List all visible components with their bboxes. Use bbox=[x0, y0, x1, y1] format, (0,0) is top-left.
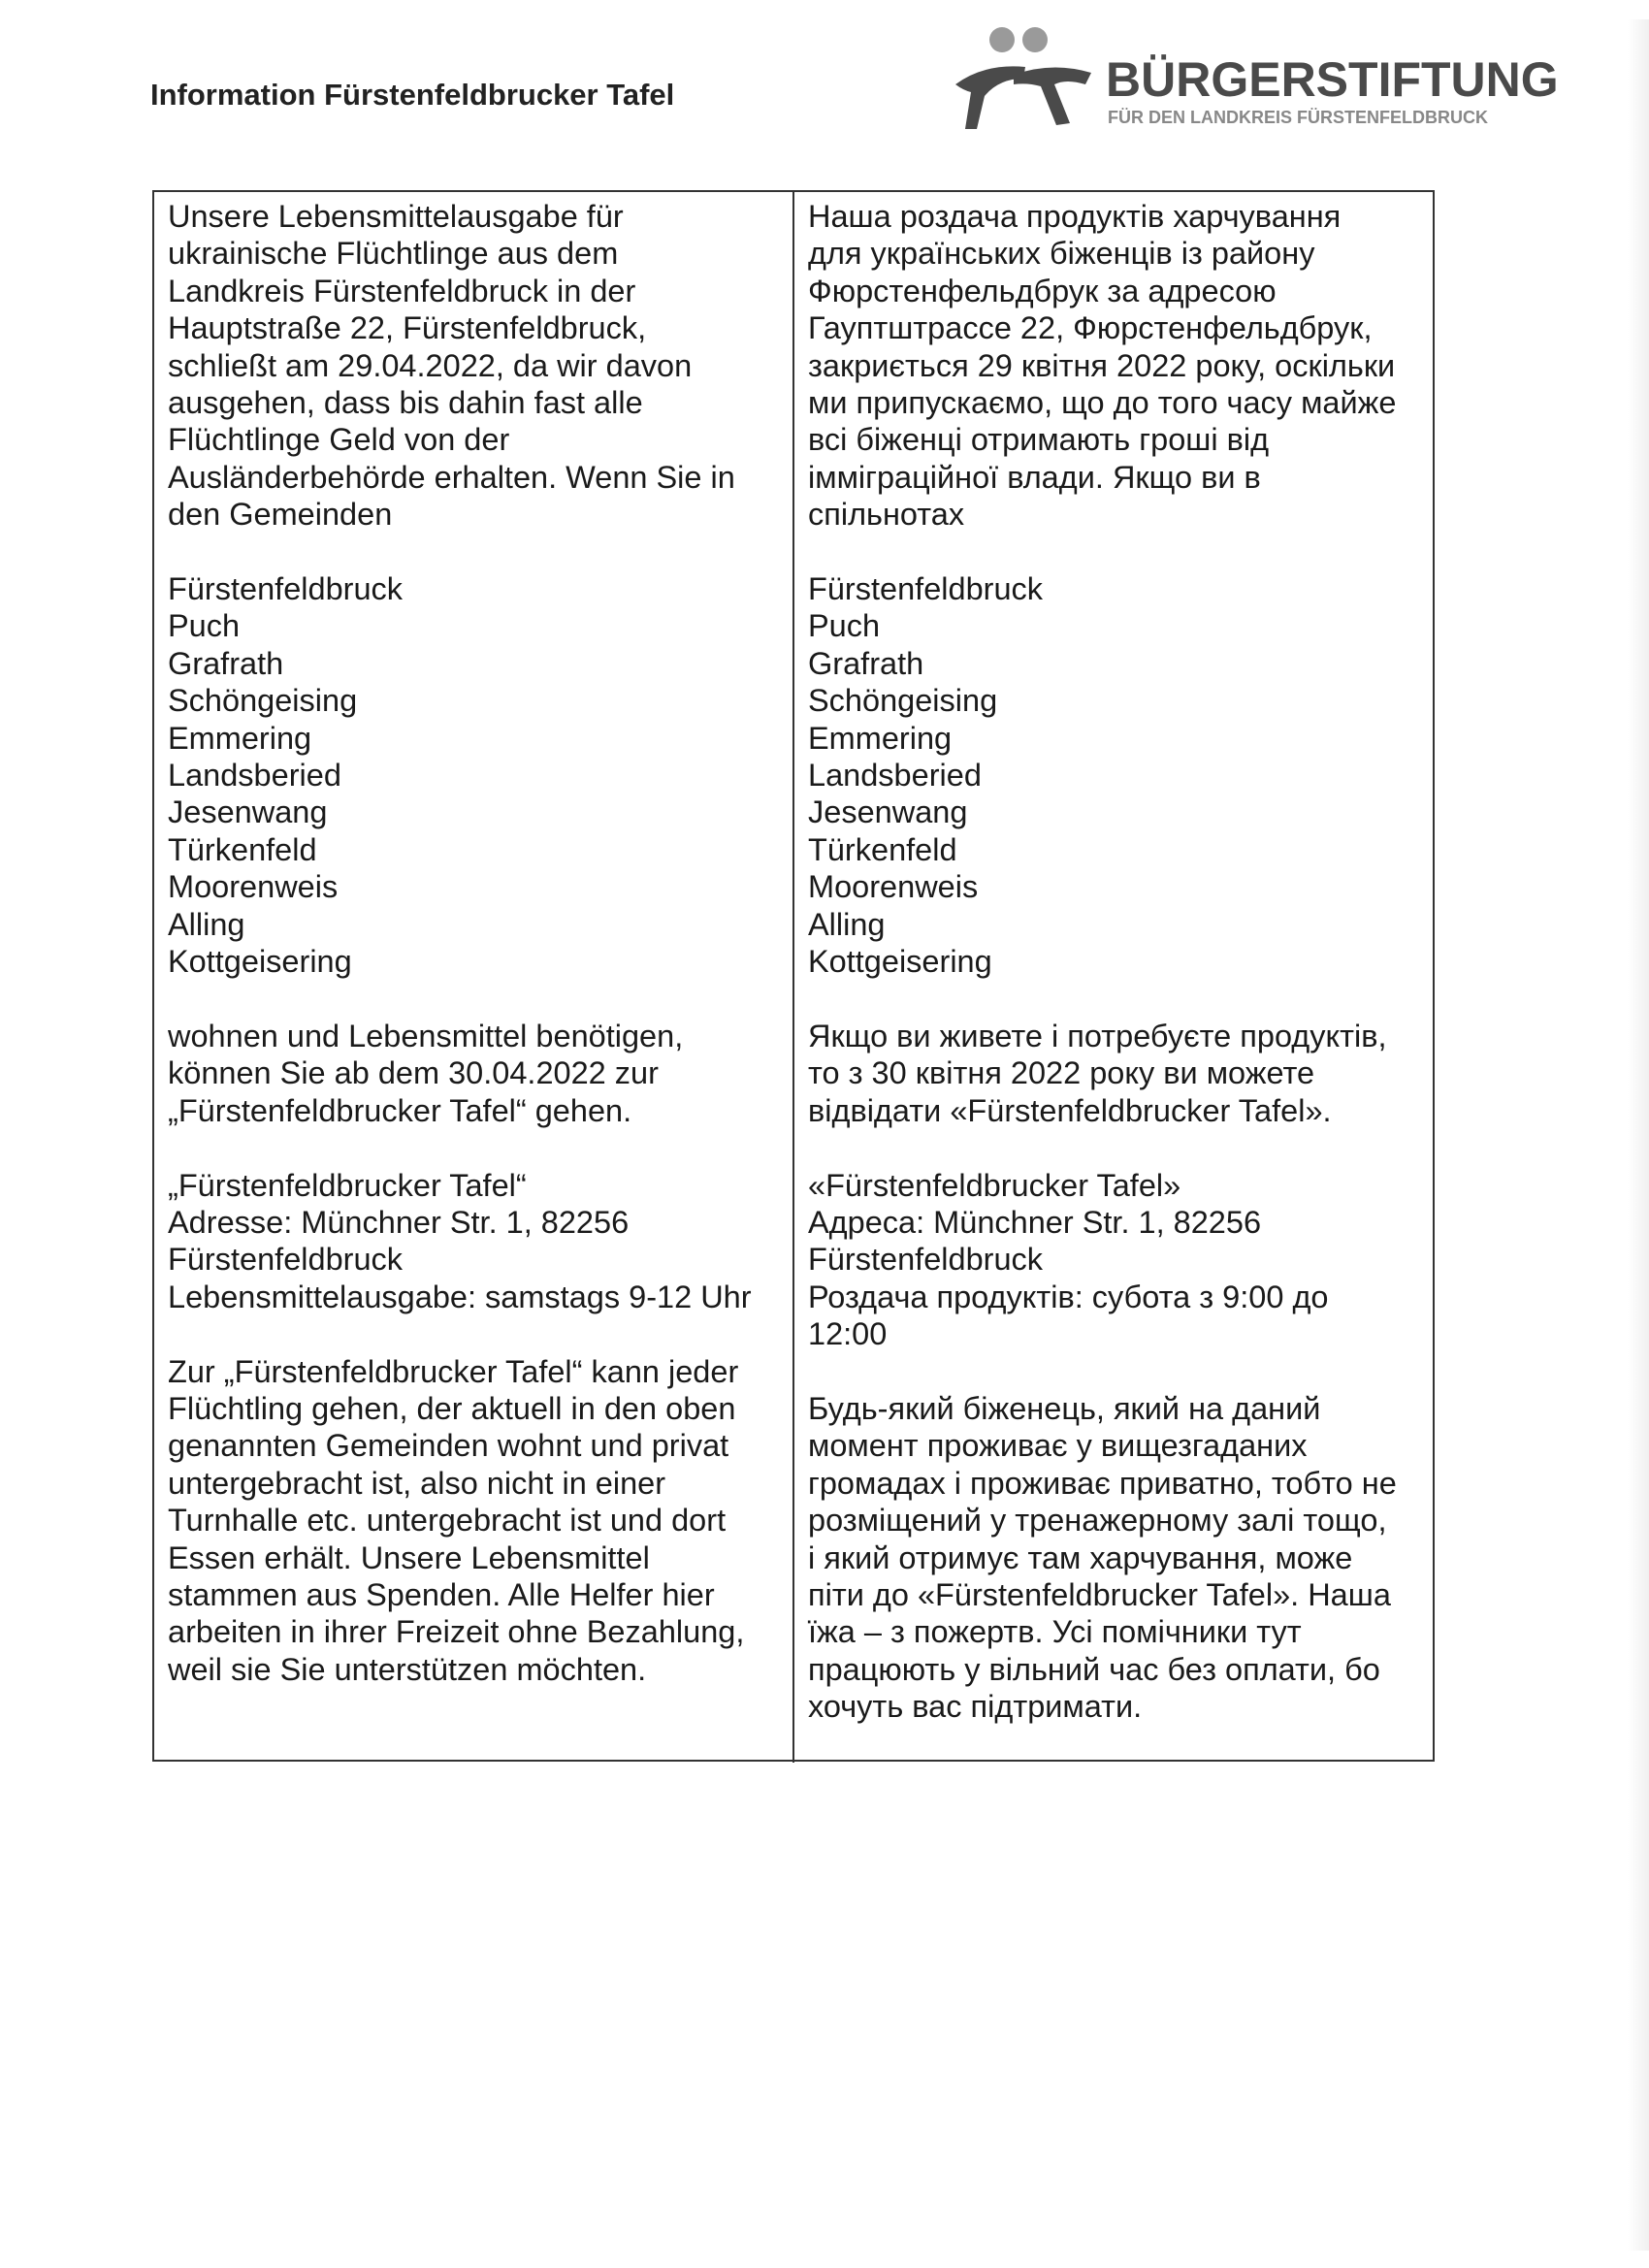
ukrainian-after-list: Якщо ви живете і потребуєте продуктів, то з 30 квітня 2022 року ви можете відвідати «Fürstenfeldbrucker Tafel». bbox=[808, 1018, 1387, 1128]
bilingual-table bbox=[152, 190, 1435, 1762]
municipality-item: Kottgeisering bbox=[808, 944, 992, 980]
municipality-item: Jesenwang bbox=[808, 794, 968, 830]
municipality-item: Jesenwang bbox=[168, 794, 328, 830]
municipality-item: Türkenfeld bbox=[168, 831, 317, 867]
municipality-item: Alling bbox=[808, 906, 886, 942]
municipality-item: Fürstenfeldbruck bbox=[168, 571, 404, 607]
municipality-item: Moorenweis bbox=[168, 869, 339, 905]
logo-name: BÜRGERSTIFTUNG bbox=[1106, 52, 1559, 107]
municipality-item: Landsberied bbox=[168, 758, 341, 794]
scan-edge bbox=[1628, 19, 1649, 2251]
municipality-item: Puch bbox=[808, 608, 881, 644]
german-address: „Fürstenfeldbrucker Tafel“ Adresse: Münchner Str. 1, 82256 Fürstenfeldbruck Lebensmittelausgabe: samstags 9-12 Uhr bbox=[168, 1167, 752, 1314]
municipality-item: Schöngeising bbox=[808, 683, 998, 719]
municipality-item: Emmering bbox=[168, 720, 312, 756]
municipality-item: Alling bbox=[168, 906, 245, 942]
german-column bbox=[154, 192, 794, 1763]
german-municipality-list bbox=[168, 570, 779, 980]
ukrainian-column bbox=[794, 192, 1437, 1763]
ukrainian-municipality-list bbox=[808, 570, 1423, 980]
ukrainian-closing: Будь-який біженець, який на даний момент проживає у вищезгаданих громадах і проживає приватно, тобто не розміщений у тренажерному залі тощо, і який отримує там харчування, може піти до «Fürstenfeldbrucker Tafel». Наша їжа – з пожертв. Усі помічники тут працюють у вільний час без оплати, бо хочуть вас підтримати. bbox=[808, 1390, 1397, 1725]
municipality-item: Fürstenfeldbruck bbox=[808, 571, 1044, 607]
municipality-item: Schöngeising bbox=[168, 683, 358, 719]
municipality-item: Kottgeisering bbox=[168, 944, 352, 980]
ukrainian-address: «Fürstenfeldbrucker Tafel» Адреса: Münchner Str. 1, 82256 Fürstenfeldbruck Роздача продуктів: субота з 9:00 до 12:00 bbox=[808, 1167, 1329, 1352]
municipality-item: Türkenfeld bbox=[808, 831, 957, 867]
municipality-item: Landsberied bbox=[808, 758, 982, 794]
german-after-list: wohnen und Lebensmittel benötigen, können Sie ab dem 30.04.2022 zur „Fürstenfeldbrucker Tafel“ gehen. bbox=[168, 1018, 684, 1128]
german-intro: Unsere Lebensmittelausgabe für ukrainische Flüchtlinge aus dem Landkreis Fürstenfeldbruck in der Hauptstraße 22, Fürstenfeldbruck, schließt am 29.04.2022, da wir davon ausgehen, dass bis dahin fast alle Flüchtlinge Geld von der Ausländerbehörde erhalten. Wenn Sie in den Gemeinden bbox=[168, 199, 735, 533]
logo bbox=[955, 24, 1559, 141]
ukrainian-intro: Наша роздача продуктів харчування для українських біженців із району Фюрстенфельдбрук за адресою Гауптштрассе 22, Фюрстенфельдбрук, закриється 29 квітня 2022 року, оскільки ми припускаємо, що до того часу майже всі біженці отримають гроші від імміграційної влади. Якщо ви в спільнотах bbox=[808, 199, 1397, 533]
logo-figure-icon bbox=[955, 24, 1101, 136]
municipality-item: Puch bbox=[168, 608, 241, 644]
municipality-item: Emmering bbox=[808, 720, 953, 756]
municipality-item: Grafrath bbox=[168, 645, 284, 681]
municipality-item: Moorenweis bbox=[808, 869, 979, 905]
page-title: Information Fürstenfeldbrucker Tafel bbox=[150, 78, 675, 112]
logo-subtitle: FÜR DEN LANDKREIS FÜRSTENFELDBRUCK bbox=[1108, 108, 1488, 127]
municipality-item: Grafrath bbox=[808, 645, 924, 681]
german-closing: Zur „Fürstenfeldbrucker Tafel“ kann jeder Flüchtling gehen, der aktuell in den oben genannten Gemeinden wohnt und privat untergebracht ist, also nicht in einer Turnhalle etc. untergebracht ist und dort Essen erhält. Unsere Lebensmittel stammen aus Spenden. Alle Helfer hier arbeiten in ihrer Freizeit ohne Bezahlung, weil sie Sie unterstützen möchten. bbox=[168, 1353, 745, 1687]
